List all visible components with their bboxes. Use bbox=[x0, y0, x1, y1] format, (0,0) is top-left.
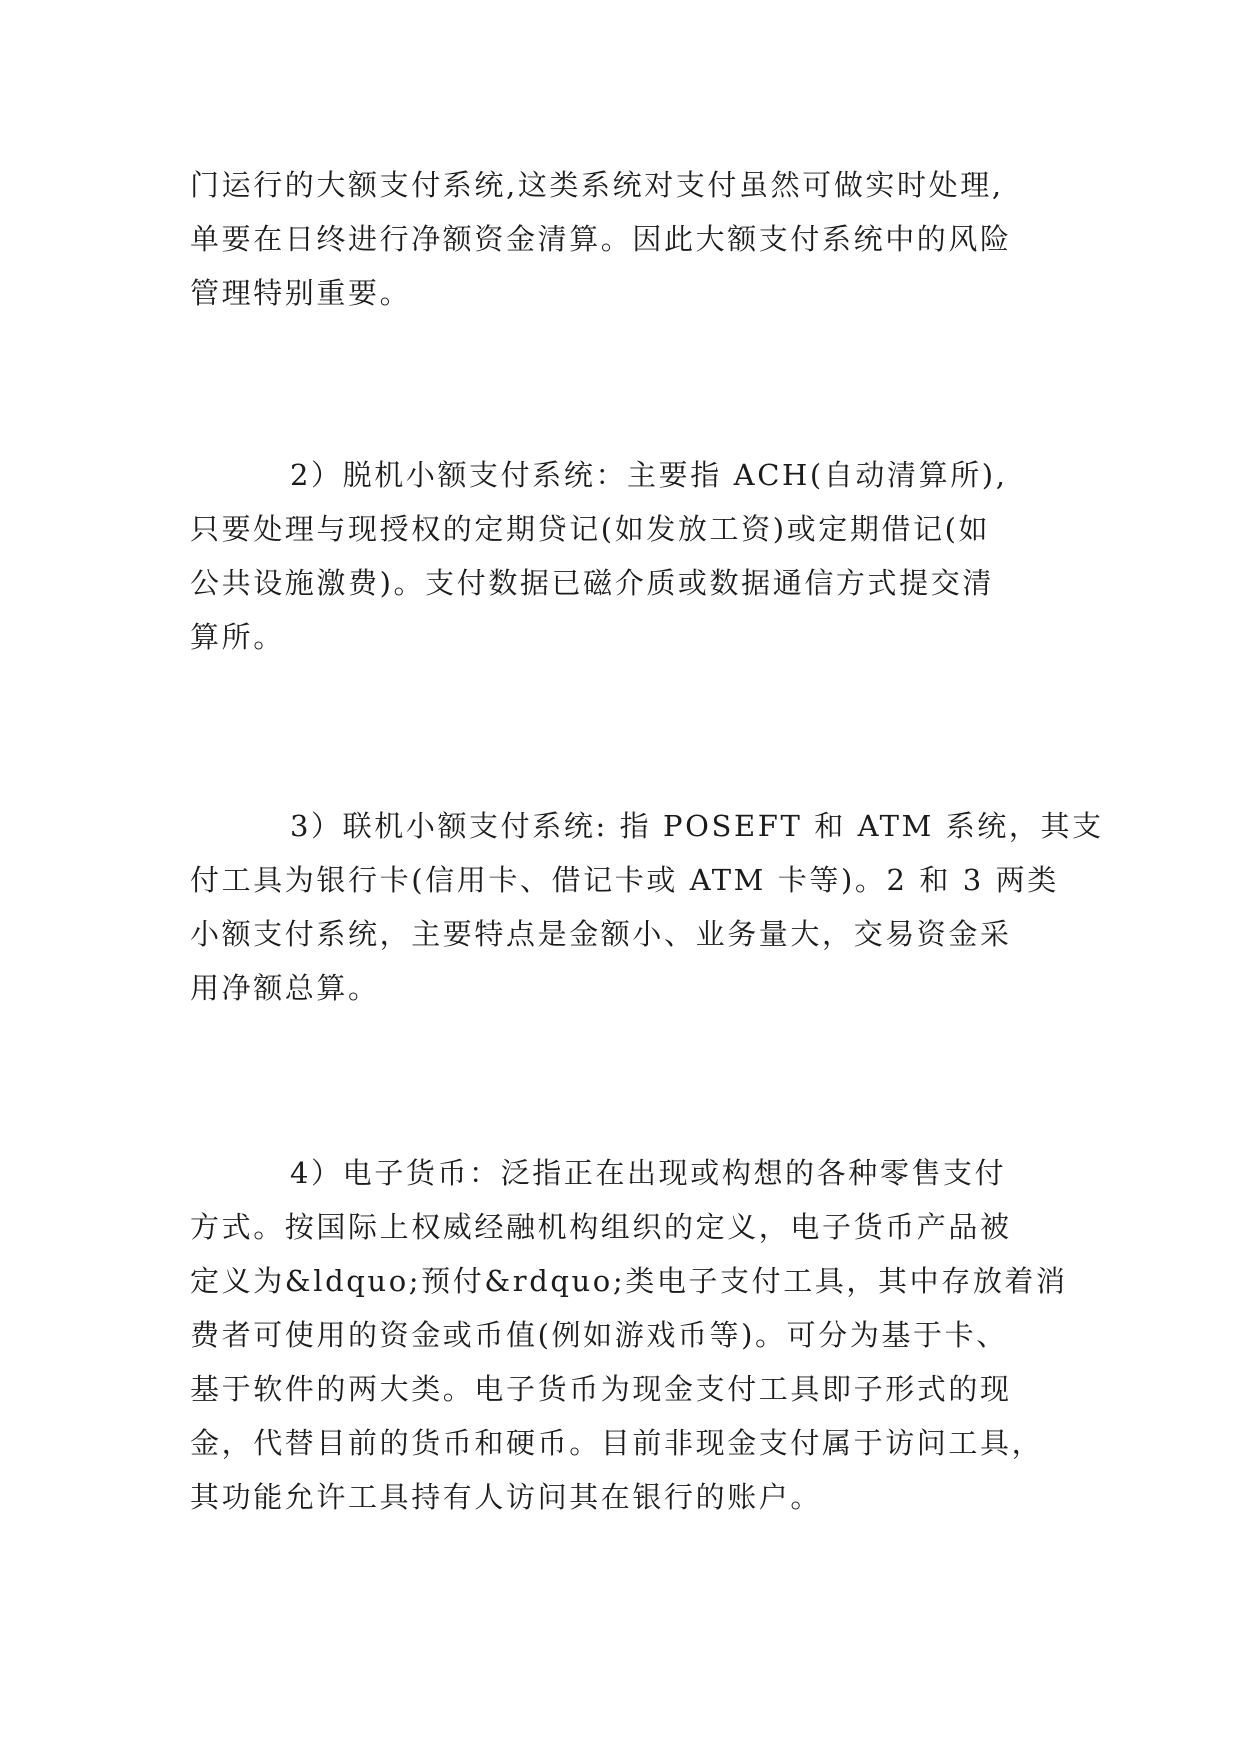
text-line: 用净额总算。 bbox=[190, 971, 380, 1005]
text-line: 算所。 bbox=[190, 620, 285, 654]
text-line: 只要处理与现授权的定期贷记(如发放工资)或定期借记(如 bbox=[190, 512, 991, 546]
text-line: 方式。按国际上权威经融机构组织的定义，电子货币产品被 bbox=[190, 1210, 1012, 1244]
text-line: 金，代替目前的货币和硬币。目前非现金支付属于访问工具， bbox=[190, 1426, 1044, 1460]
text-line: 基于软件的两大类。电子货币为现金支付工具即子形式的现 bbox=[190, 1372, 1012, 1406]
text-line: 费者可使用的资金或币值(例如游戏币等)。可分为基于卡、 bbox=[190, 1318, 1008, 1352]
text-line: 付工具为银行卡(信用卡、借记卡或 ATM 卡等)。2 和 3 两类 bbox=[190, 863, 1059, 897]
paragraph-offline-small-payment bbox=[190, 448, 1090, 664]
paragraph-large-value-payment bbox=[190, 158, 1090, 320]
text-line: 4）电子货币：泛指正在出现或构想的各种零售支付 bbox=[290, 1156, 1007, 1190]
text-line: 2）脱机小额支付系统：主要指 ACH(自动清算所), bbox=[290, 458, 1008, 492]
text-line: 定义为&ldquo;预付&rdquo;类电子支付工具，其中存放着消 bbox=[190, 1264, 1068, 1298]
text-line: 管理特别重要。 bbox=[190, 276, 412, 310]
text-line: 公共设施激费)。支付数据已磁介质或数据通信方式提交清 bbox=[190, 566, 994, 600]
text-line: 3）联机小额支付系统: 指 POSEFT 和 ATM 系统，其支 bbox=[290, 809, 1104, 843]
text-line: 其功能允许工具持有人访问其在银行的账户。 bbox=[190, 1480, 823, 1514]
paragraph-electronic-money bbox=[190, 1146, 1090, 1524]
paragraph-online-small-payment bbox=[190, 799, 1104, 1015]
text-line: 门运行的大额支付系统,这类系统对支付虽然可做实时处理, bbox=[190, 168, 1004, 202]
text-line: 小额支付系统，主要特点是金额小、业务量大，交易资金采 bbox=[190, 917, 1012, 951]
text-line: 单要在日终进行净额资金清算。因此大额支付系统中的风险 bbox=[190, 222, 1012, 256]
